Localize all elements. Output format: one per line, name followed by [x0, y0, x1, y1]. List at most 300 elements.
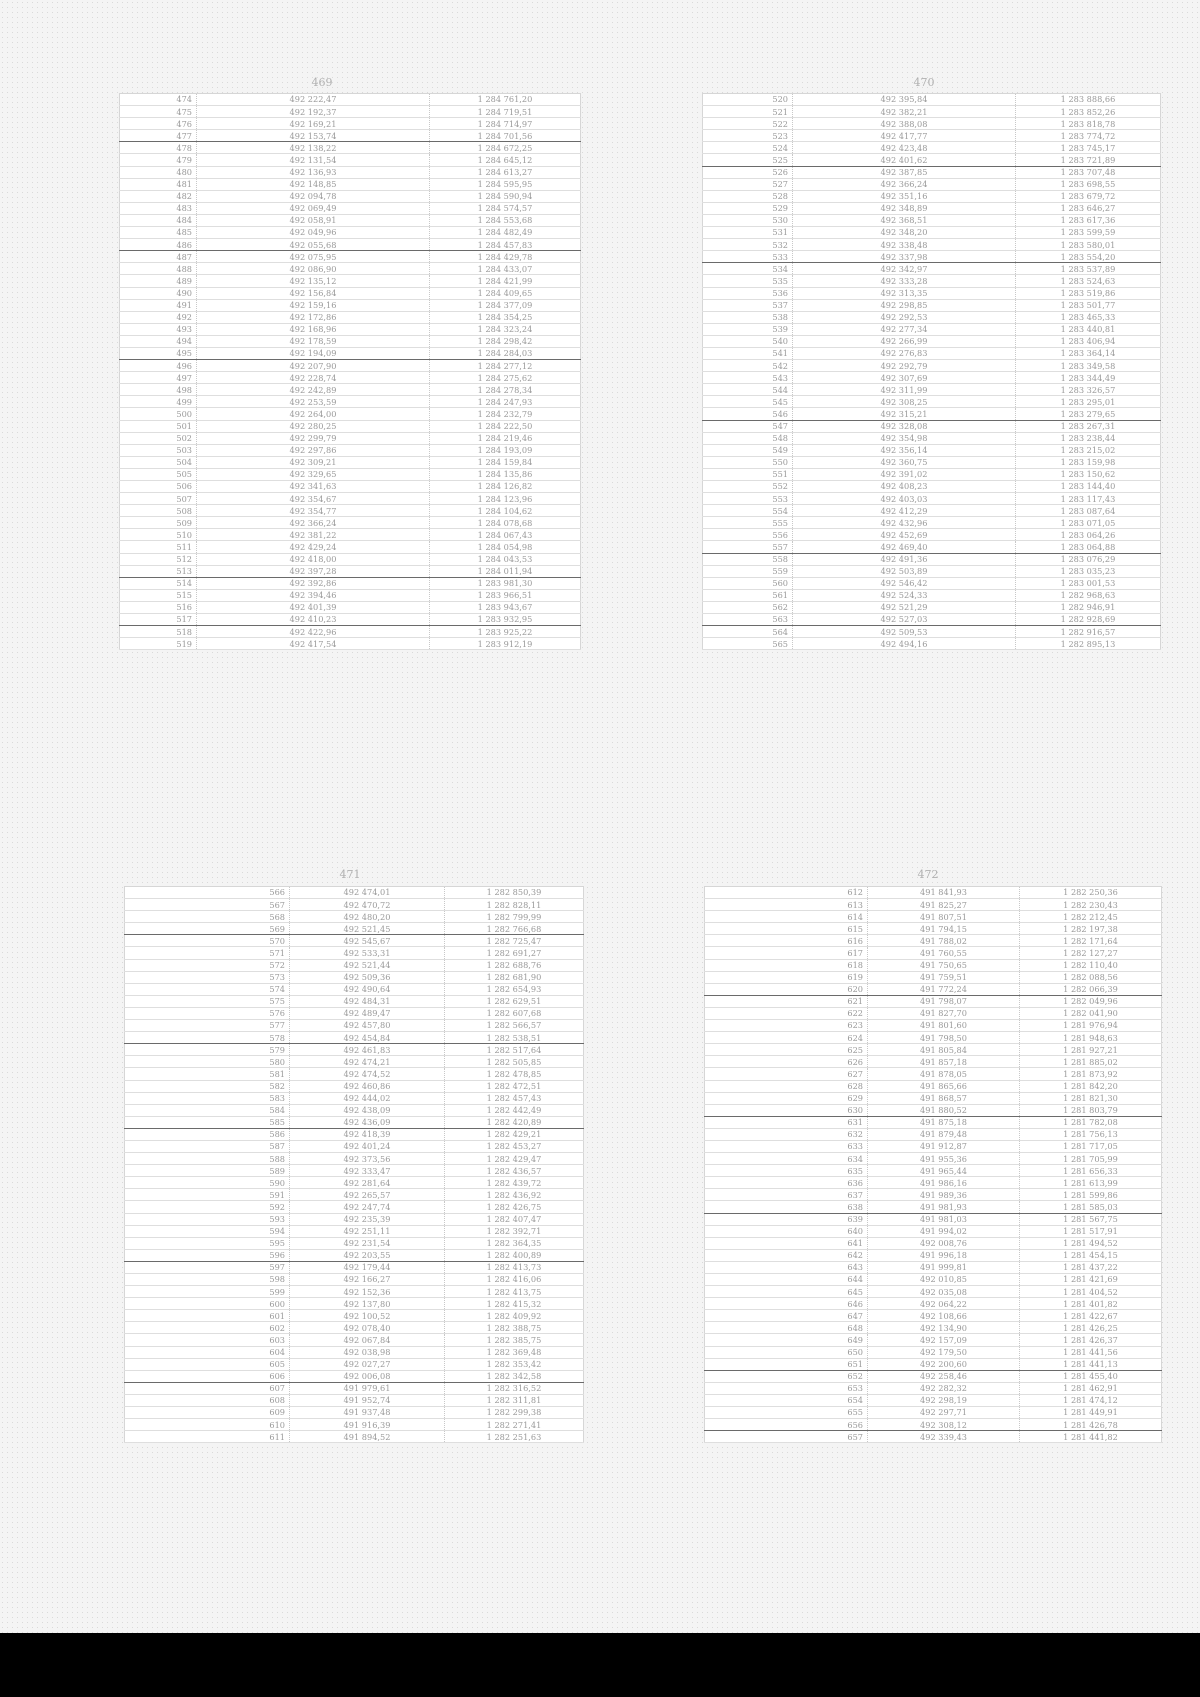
y-coordinate-cell: 1 284 275,62 [430, 372, 581, 384]
table-row [125, 1346, 584, 1358]
table-row [705, 959, 1162, 971]
y-coordinate-cell: 1 281 437,22 [1020, 1261, 1162, 1273]
point-number-cell: 551 [703, 468, 793, 480]
table-row [705, 923, 1162, 935]
y-coordinate-cell: 1 284 011,94 [430, 565, 581, 577]
x-coordinate-cell: 492 008,76 [868, 1237, 1020, 1249]
x-coordinate-cell: 492 035,08 [868, 1286, 1020, 1298]
point-number-cell: 570 [125, 935, 290, 947]
table-row [120, 565, 581, 577]
y-coordinate-cell: 1 284 429,78 [430, 251, 581, 263]
point-number-cell: 537 [703, 299, 793, 311]
table-row [120, 384, 581, 396]
point-number-cell: 532 [703, 239, 793, 251]
table-row [125, 947, 584, 959]
y-coordinate-cell: 1 282 442,49 [445, 1104, 584, 1116]
y-coordinate-cell: 1 281 426,78 [1020, 1419, 1162, 1431]
table-row [703, 541, 1161, 553]
y-coordinate-cell: 1 282 230,43 [1020, 899, 1162, 911]
point-number-cell: 622 [705, 1007, 868, 1019]
x-coordinate-cell: 492 276,83 [793, 347, 1016, 359]
x-coordinate-cell: 492 169,21 [197, 118, 430, 130]
table-row [120, 481, 581, 493]
table-row [120, 130, 581, 142]
y-coordinate-cell: 1 284 377,09 [430, 299, 581, 311]
table-row [703, 142, 1161, 154]
y-coordinate-cell: 1 282 420,89 [445, 1116, 584, 1128]
point-number-cell: 602 [125, 1322, 290, 1334]
point-number-cell: 510 [120, 529, 197, 541]
y-coordinate-cell: 1 282 681,90 [445, 971, 584, 983]
table-row [703, 287, 1161, 299]
point-number-cell: 478 [120, 142, 197, 154]
point-number-cell: 489 [120, 275, 197, 287]
y-coordinate-cell: 1 282 850,39 [445, 887, 584, 899]
point-number-cell: 579 [125, 1044, 290, 1056]
y-coordinate-cell: 1 281 717,05 [1020, 1140, 1162, 1152]
point-number-cell: 482 [120, 190, 197, 202]
point-number-cell: 576 [125, 1007, 290, 1019]
y-coordinate-cell: 1 283 001,53 [1016, 577, 1161, 589]
y-coordinate-cell: 1 284 701,56 [430, 130, 581, 142]
table-row [125, 911, 584, 923]
y-coordinate-cell: 1 281 441,13 [1020, 1358, 1162, 1370]
table-row [120, 396, 581, 408]
table-row [125, 1419, 584, 1431]
point-number-cell: 481 [120, 178, 197, 190]
point-number-cell: 604 [125, 1346, 290, 1358]
x-coordinate-cell: 491 994,02 [868, 1225, 1020, 1237]
y-coordinate-cell: 1 282 416,06 [445, 1274, 584, 1286]
table-row [125, 1201, 584, 1213]
point-number-cell: 574 [125, 983, 290, 995]
table-row [705, 1140, 1162, 1152]
y-coordinate-cell: 1 282 766,68 [445, 923, 584, 935]
point-number-cell: 631 [705, 1116, 868, 1128]
point-number-cell: 649 [705, 1334, 868, 1346]
table-row [120, 166, 581, 178]
x-coordinate-cell: 492 351,16 [793, 190, 1016, 202]
y-coordinate-cell: 1 282 251,63 [445, 1431, 584, 1443]
y-coordinate-cell: 1 283 852,26 [1016, 106, 1161, 118]
x-coordinate-cell: 492 298,19 [868, 1394, 1020, 1406]
point-number-cell: 526 [703, 166, 793, 178]
table-row [125, 1032, 584, 1044]
point-number-cell: 581 [125, 1068, 290, 1080]
x-coordinate-cell: 492 153,74 [197, 130, 430, 142]
table-row [120, 142, 581, 154]
x-coordinate-cell: 492 264,00 [197, 408, 430, 420]
table-row [125, 1286, 584, 1298]
x-coordinate-cell: 492 222,47 [197, 94, 430, 106]
x-coordinate-cell: 491 875,18 [868, 1116, 1020, 1128]
x-coordinate-cell: 491 807,51 [868, 911, 1020, 923]
table-row [120, 263, 581, 275]
point-number-cell: 623 [705, 1020, 868, 1032]
x-coordinate-cell: 491 805,84 [868, 1044, 1020, 1056]
table-row [125, 1189, 584, 1201]
y-coordinate-cell: 1 284 126,82 [430, 481, 581, 493]
point-number-cell: 529 [703, 202, 793, 214]
table-row [705, 1225, 1162, 1237]
point-number-cell: 516 [120, 601, 197, 613]
x-coordinate-cell: 492 307,69 [793, 372, 1016, 384]
y-coordinate-cell: 1 283 707,48 [1016, 166, 1161, 178]
y-coordinate-cell: 1 283 888,66 [1016, 94, 1161, 106]
x-coordinate-cell: 492 292,53 [793, 311, 1016, 323]
y-coordinate-cell: 1 281 821,30 [1020, 1092, 1162, 1104]
table-row [703, 505, 1161, 517]
point-number-cell: 519 [120, 638, 197, 650]
y-coordinate-cell: 1 284 719,51 [430, 106, 581, 118]
point-number-cell: 514 [120, 577, 197, 589]
point-number-cell: 556 [703, 529, 793, 541]
point-number-cell: 616 [705, 935, 868, 947]
point-number-cell: 525 [703, 154, 793, 166]
table-row [120, 106, 581, 118]
y-coordinate-cell: 1 282 342,58 [445, 1370, 584, 1382]
x-coordinate-cell: 492 366,24 [793, 178, 1016, 190]
y-coordinate-cell: 1 284 123,96 [430, 493, 581, 505]
x-coordinate-cell: 492 194,09 [197, 347, 430, 359]
point-number-cell: 583 [125, 1092, 290, 1104]
y-coordinate-cell: 1 281 927,21 [1020, 1044, 1162, 1056]
y-coordinate-cell: 1 282 197,38 [1020, 923, 1162, 935]
table-row [705, 1431, 1162, 1443]
x-coordinate-cell: 492 503,89 [793, 565, 1016, 577]
y-coordinate-cell: 1 284 645,12 [430, 154, 581, 166]
y-coordinate-cell: 1 283 617,36 [1016, 214, 1161, 226]
point-number-cell: 520 [703, 94, 793, 106]
table-row [705, 995, 1162, 1007]
y-coordinate-cell: 1 282 171,64 [1020, 935, 1162, 947]
table-row [703, 517, 1161, 529]
table-row [703, 601, 1161, 613]
table-row [120, 299, 581, 311]
table-row [705, 1056, 1162, 1068]
point-number-cell: 636 [705, 1177, 868, 1189]
x-coordinate-cell: 492 348,89 [793, 202, 1016, 214]
table-row [120, 360, 581, 372]
table-row [705, 1153, 1162, 1165]
table-row [125, 1370, 584, 1382]
table-row [705, 1177, 1162, 1189]
table-row [120, 287, 581, 299]
point-number-cell: 625 [705, 1044, 868, 1056]
point-number-cell: 555 [703, 517, 793, 529]
x-coordinate-cell: 492 152,36 [290, 1286, 445, 1298]
table-row [705, 983, 1162, 995]
x-coordinate-cell: 492 178,59 [197, 335, 430, 347]
y-coordinate-cell: 1 281 705,99 [1020, 1153, 1162, 1165]
table-row [705, 1249, 1162, 1261]
y-coordinate-cell: 1 282 369,48 [445, 1346, 584, 1358]
table-row [703, 565, 1161, 577]
point-number-cell: 484 [120, 214, 197, 226]
x-coordinate-cell: 492 308,12 [868, 1419, 1020, 1431]
y-coordinate-cell: 1 284 761,20 [430, 94, 581, 106]
x-coordinate-cell: 492 027,27 [290, 1358, 445, 1370]
point-number-cell: 559 [703, 565, 793, 577]
y-coordinate-cell: 1 284 457,83 [430, 239, 581, 251]
table-row [125, 1310, 584, 1322]
x-coordinate-cell: 491 760,55 [868, 947, 1020, 959]
table-row [120, 517, 581, 529]
x-coordinate-cell: 492 166,27 [290, 1274, 445, 1286]
point-number-cell: 589 [125, 1165, 290, 1177]
y-coordinate-cell: 1 283 279,65 [1016, 408, 1161, 420]
point-number-cell: 584 [125, 1104, 290, 1116]
x-coordinate-cell: 492 078,40 [290, 1322, 445, 1334]
y-coordinate-cell: 1 284 043,53 [430, 553, 581, 565]
point-number-cell: 485 [120, 227, 197, 239]
x-coordinate-cell: 491 937,48 [290, 1407, 445, 1419]
point-number-cell: 605 [125, 1358, 290, 1370]
point-number-cell: 634 [705, 1153, 868, 1165]
y-coordinate-cell: 1 283 966,51 [430, 589, 581, 601]
point-number-cell: 492 [120, 311, 197, 323]
y-coordinate-cell: 1 284 067,43 [430, 529, 581, 541]
point-number-cell: 627 [705, 1068, 868, 1080]
y-coordinate-cell: 1 284 284,03 [430, 347, 581, 359]
table-row [705, 1261, 1162, 1273]
x-coordinate-cell: 492 265,57 [290, 1189, 445, 1201]
point-number-cell: 506 [120, 481, 197, 493]
point-number-cell: 495 [120, 347, 197, 359]
x-coordinate-cell: 492 457,80 [290, 1020, 445, 1032]
y-coordinate-cell: 1 282 250,36 [1020, 887, 1162, 899]
y-coordinate-cell: 1 283 721,89 [1016, 154, 1161, 166]
x-coordinate-cell: 492 131,54 [197, 154, 430, 166]
table-row [125, 959, 584, 971]
y-coordinate-cell: 1 281 455,40 [1020, 1370, 1162, 1382]
y-coordinate-cell: 1 282 691,27 [445, 947, 584, 959]
table-row [120, 493, 581, 505]
x-coordinate-cell: 492 366,24 [197, 517, 430, 529]
point-number-cell: 592 [125, 1201, 290, 1213]
table-row [125, 1261, 584, 1273]
table-row [120, 626, 581, 638]
y-coordinate-cell: 1 281 885,02 [1020, 1056, 1162, 1068]
y-coordinate-cell: 1 282 439,72 [445, 1177, 584, 1189]
x-coordinate-cell: 492 156,84 [197, 287, 430, 299]
table-row [705, 1394, 1162, 1406]
table-row [125, 1153, 584, 1165]
point-number-cell: 504 [120, 456, 197, 468]
table-row [125, 1358, 584, 1370]
x-coordinate-cell: 492 138,22 [197, 142, 430, 154]
table-row [705, 1044, 1162, 1056]
table-row [125, 887, 584, 899]
y-coordinate-cell: 1 281 401,82 [1020, 1298, 1162, 1310]
table-row [120, 239, 581, 251]
y-coordinate-cell: 1 284 323,24 [430, 323, 581, 335]
table-row [705, 1358, 1162, 1370]
x-coordinate-cell: 491 981,93 [868, 1201, 1020, 1213]
x-coordinate-cell: 492 418,00 [197, 553, 430, 565]
y-coordinate-cell: 1 284 278,34 [430, 384, 581, 396]
y-coordinate-cell: 1 283 465,33 [1016, 311, 1161, 323]
y-coordinate-cell: 1 283 524,63 [1016, 275, 1161, 287]
y-coordinate-cell: 1 284 409,65 [430, 287, 581, 299]
x-coordinate-cell: 492 038,98 [290, 1346, 445, 1358]
y-coordinate-cell: 1 282 629,51 [445, 995, 584, 1007]
table-row [125, 1068, 584, 1080]
table-row [125, 1249, 584, 1261]
table-row [703, 311, 1161, 323]
y-coordinate-cell: 1 283 440,81 [1016, 323, 1161, 335]
table-row [120, 553, 581, 565]
y-coordinate-cell: 1 282 566,57 [445, 1020, 584, 1032]
table-row [705, 1322, 1162, 1334]
point-number-cell: 573 [125, 971, 290, 983]
point-number-cell: 606 [125, 1370, 290, 1382]
point-number-cell: 476 [120, 118, 197, 130]
y-coordinate-cell: 1 283 537,89 [1016, 263, 1161, 275]
y-coordinate-cell: 1 283 144,40 [1016, 481, 1161, 493]
table-row [705, 1116, 1162, 1128]
point-number-cell: 517 [120, 614, 197, 626]
table-row [120, 202, 581, 214]
x-coordinate-cell: 492 309,21 [197, 456, 430, 468]
point-number-cell: 640 [705, 1225, 868, 1237]
point-number-cell: 538 [703, 311, 793, 323]
table-row [125, 1394, 584, 1406]
y-coordinate-cell: 1 283 117,43 [1016, 493, 1161, 505]
x-coordinate-cell: 492 444,02 [290, 1092, 445, 1104]
x-coordinate-cell: 492 067,84 [290, 1334, 445, 1346]
y-coordinate-cell: 1 281 441,82 [1020, 1431, 1162, 1443]
x-coordinate-cell: 491 981,03 [868, 1213, 1020, 1225]
point-number-cell: 655 [705, 1407, 868, 1419]
y-coordinate-cell: 1 282 212,45 [1020, 911, 1162, 923]
x-coordinate-cell: 492 298,85 [793, 299, 1016, 311]
x-coordinate-cell: 492 429,24 [197, 541, 430, 553]
x-coordinate-cell: 491 798,50 [868, 1032, 1020, 1044]
x-coordinate-cell: 492 108,66 [868, 1310, 1020, 1322]
point-number-cell: 534 [703, 263, 793, 275]
point-number-cell: 568 [125, 911, 290, 923]
table-row [120, 614, 581, 626]
table-row [705, 1068, 1162, 1080]
point-number-cell: 475 [120, 106, 197, 118]
table-row [705, 1334, 1162, 1346]
point-number-cell: 596 [125, 1249, 290, 1261]
x-coordinate-cell: 492 281,64 [290, 1177, 445, 1189]
table-row [125, 1092, 584, 1104]
x-coordinate-cell: 492 157,09 [868, 1334, 1020, 1346]
point-number-cell: 509 [120, 517, 197, 529]
point-number-cell: 632 [705, 1128, 868, 1140]
point-number-cell: 533 [703, 251, 793, 263]
table-row [703, 408, 1161, 420]
table-row [125, 1056, 584, 1068]
point-number-cell: 531 [703, 227, 793, 239]
x-coordinate-cell: 492 491,36 [793, 553, 1016, 565]
point-number-cell: 608 [125, 1394, 290, 1406]
point-number-cell: 598 [125, 1274, 290, 1286]
point-number-cell: 544 [703, 384, 793, 396]
table-row [705, 1310, 1162, 1322]
x-coordinate-cell: 492 235,39 [290, 1213, 445, 1225]
y-coordinate-cell: 1 283 599,59 [1016, 227, 1161, 239]
x-coordinate-cell: 492 480,20 [290, 911, 445, 923]
point-number-cell: 496 [120, 360, 197, 372]
y-coordinate-cell: 1 282 413,75 [445, 1286, 584, 1298]
table-row [705, 1128, 1162, 1140]
x-coordinate-cell: 492 277,34 [793, 323, 1016, 335]
y-coordinate-cell: 1 282 436,92 [445, 1189, 584, 1201]
table-row [705, 1165, 1162, 1177]
table-row [120, 577, 581, 589]
y-coordinate-cell: 1 281 449,91 [1020, 1407, 1162, 1419]
table-row [705, 1092, 1162, 1104]
scan-border [0, 1633, 1200, 1697]
y-coordinate-cell: 1 281 585,03 [1020, 1201, 1162, 1213]
table-row [125, 1225, 584, 1237]
table-row [705, 1274, 1162, 1286]
table-row [125, 983, 584, 995]
table-row [125, 1431, 584, 1443]
table-row [120, 275, 581, 287]
table-row [703, 335, 1161, 347]
point-number-cell: 550 [703, 456, 793, 468]
table-row [703, 360, 1161, 372]
table-row [703, 299, 1161, 311]
table-row [703, 251, 1161, 263]
x-coordinate-cell: 491 827,70 [868, 1007, 1020, 1019]
table-row [705, 911, 1162, 923]
x-coordinate-cell: 492 242,89 [197, 384, 430, 396]
y-coordinate-cell: 1 281 404,52 [1020, 1286, 1162, 1298]
point-number-cell: 524 [703, 142, 793, 154]
x-coordinate-cell: 492 010,85 [868, 1274, 1020, 1286]
x-coordinate-cell: 492 401,39 [197, 601, 430, 613]
table-row [703, 384, 1161, 396]
point-number-cell: 487 [120, 251, 197, 263]
y-coordinate-cell: 1 282 436,57 [445, 1165, 584, 1177]
y-coordinate-cell: 1 282 426,75 [445, 1201, 584, 1213]
y-coordinate-cell: 1 284 672,25 [430, 142, 581, 154]
x-coordinate-cell: 492 231,54 [290, 1237, 445, 1249]
x-coordinate-cell: 492 422,96 [197, 626, 430, 638]
point-number-cell: 488 [120, 263, 197, 275]
table-row [125, 1274, 584, 1286]
point-number-cell: 591 [125, 1189, 290, 1201]
x-coordinate-cell: 492 207,90 [197, 360, 430, 372]
y-coordinate-cell: 1 283 071,05 [1016, 517, 1161, 529]
point-number-cell: 528 [703, 190, 793, 202]
table-row [703, 94, 1161, 106]
table-row [703, 614, 1161, 626]
table-row [120, 468, 581, 480]
y-coordinate-cell: 1 282 946,91 [1016, 601, 1161, 613]
x-coordinate-cell: 492 055,68 [197, 239, 430, 251]
x-coordinate-cell: 492 315,21 [793, 408, 1016, 420]
x-coordinate-cell: 492 381,22 [197, 529, 430, 541]
y-coordinate-cell: 1 283 646,27 [1016, 202, 1161, 214]
y-coordinate-cell: 1 281 613,99 [1020, 1177, 1162, 1189]
x-coordinate-cell: 492 228,74 [197, 372, 430, 384]
x-coordinate-cell: 492 403,03 [793, 493, 1016, 505]
y-coordinate-cell: 1 282 654,93 [445, 983, 584, 995]
y-coordinate-cell: 1 283 554,20 [1016, 251, 1161, 263]
y-coordinate-cell: 1 283 035,23 [1016, 565, 1161, 577]
x-coordinate-cell: 492 311,99 [793, 384, 1016, 396]
y-coordinate-cell: 1 284 354,25 [430, 311, 581, 323]
table-row [125, 1237, 584, 1249]
point-number-cell: 607 [125, 1382, 290, 1394]
